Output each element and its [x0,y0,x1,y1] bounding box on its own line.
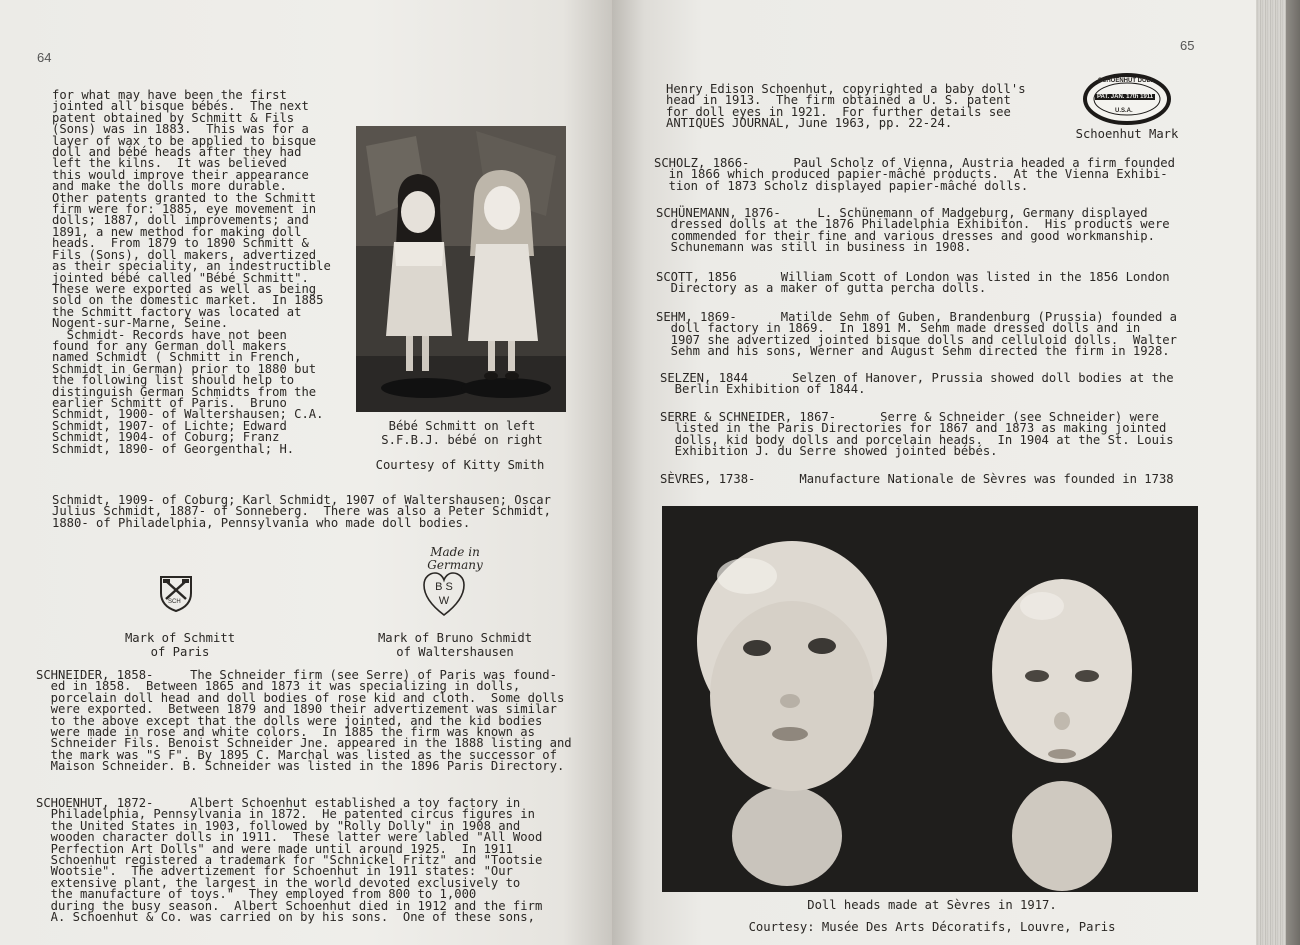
scholz-entry: SCHOLZ, 1866- Paul Scholz of Vienna, Austria headed a firm founded in 1866 which produced papier-mâché products. At the Vienna Exhibi- tion of 1873 Scholz displayed papier-mâché dolls. [654,156,1175,193]
page-number: 65 [1180,38,1195,53]
schneider-entry: SCHNEIDER, 1858- The Schneider firm (see Serre) of Paris was found- ed in 1858. Between 1865 and 1873 it was specializing in dolls, porcelain doll head and doll bodies of rose kid and cloth. Some dolls were exported. Between 1879 and 1890 their advertizement was similar to the above except that the dolls were jointed, and the kid bodies were made in rose and white colors. In 1885 the firm was known as Schneider Fils. Benoist Schneider Jne. appeared in the 1888 listing and the mark was "S F". By 1895 C. Marchal was listed as the successor of Maison Schneider. B. Schneider was listed in the 1896 Paris Directory. [36,668,572,774]
sevres-photo-caption: Doll heads made at Sèvres in 1917. [807,898,1057,912]
doll-heads-image [662,506,1198,892]
page-number: 64 [37,50,52,65]
bruno-mark-caption: Mark of Bruno Schmidt of Waltershausen [377,631,533,659]
schoenhut-mark-top-text: SCHOENHUT DOLL [1098,78,1154,84]
shield-crossed-hammers-icon [156,573,196,613]
schoenhut-mark-logo [1082,72,1172,126]
left-page [0,0,612,945]
schoenhut-continued: Henry Edison Schoenhut, copyrighted a baby doll's head in 1913. The firm obtained a U. S. patent for doll eyes in 1921. For further details see ANTIQUES JOURNAL, June 1963, pp. 22-24. [666,82,1026,131]
serre-schneider-entry: SERRE & SCHNEIDER, 1867- Serre & Schneider (see Schneider) were listed in the Paris Directories for 1867 and 1873 as making jointed dolls, kid body dolls and porcelain heads. In 1904 at the St. Louis Exhibition J. du Serre showed jointed bébés. [660,410,1174,459]
sevres-doll-heads-photo [662,506,1198,892]
doll-photo-courtesy: Courtesy of Kitty Smith [375,458,545,472]
selzen-entry: SELZEN, 1844 Selzen of Hanover, Prussia showed doll bodies at the Berlin Exhibition of 1844. [660,371,1174,397]
schoenhut-mark-patent: PAT. JAN. 17th 1911 [1097,94,1154,100]
schmitt-text-column: for what may have been the first jointed all bisque bébés. The next patent obtained by Schmitt & Fils (Sons) was in 1883. This was for a layer of wax to be applied to bisque doll and bébé heads after they had left the kilns. It was believed this would improve their appearance and make the dolls more durable. Other patents granted to the Schmitt firm were for: 1885, eye movement in dolls; 1887, doll improvements; and 1891, a new method for making doll heads. From 1879 to 1890 Schmitt & Fils (Sons), doll makers, advertized as their speciality, an indestructible jointed bébé called "Bébé Schmitt". These were exported as well as being sold on the domestic market. In 1885 the Schmitt factory was located at Nogent-sur-Marne, Seine. Schmidt- Records have not been found for any German doll makers named Schmidt ( Schmitt in French, Schmidt in German) prior to 1880 but the following list should help to distinguish German Schmidts from the earlier Schmitt of Paris. Bruno Schmidt, 1900- of Waltershausen; C.A. Schmidt, 1907- of Lichte; Edward Schmidt, 1904- of Coburg; Franz Schmidt, 1890- of Georgenthal; H. [52,88,331,456]
sevres-entry: SÈVRES, 1738- Manufacture Nationale de Sèvres was founded in 1738 [660,472,1174,486]
schunemann-entry: SCHÜNEMANN, 1876- L. Schünemann of Madgeburg, Germany displayed dressed dolls at the 1876 Philadelphia Exhibiton. His products were commended for their fine and various dresses and good workmanship. Schunemann was still in business in 1908. [656,206,1170,255]
schmitt-mark-letters: SCH [168,599,181,605]
scott-entry: SCOTT, 1856 William Scott of London was listed in the 1856 London Directory as a maker of gutta percha dolls. [656,270,1170,296]
sehm-entry: SEHM, 1869- Matilde Sehm of Guben, Brandenburg (Prussia) founded a doll factory in 1869. In 1891 M. Sehm made dressed dolls and in 1907 she advertized jointed bisque dolls and celluloid dolls. Walter Sehm and his sons, Werner and August Sehm directed the firm in 1928. [656,310,1177,359]
schmitt-mark-caption: Mark of Schmitt of Paris [124,631,236,659]
schoenhut-mark-caption: Schoenhut Mark [1075,127,1179,141]
book-page-edges [1256,0,1300,945]
doll-photo-caption: Bébé Schmitt on left S.F.B.J. bébé on right [381,419,543,447]
sevres-photo-courtesy: Courtesy: Musée Des Arts Décoratifs, Louvre, Paris [748,920,1116,934]
schmidt-list-text: Schmidt, 1909- of Coburg; Karl Schmidt, 1907 of Waltershausen; Oscar Julius Schmidt, 1887- of Sonneberg. There was also a Peter Schmidt, 1880- of Philadelphia, Pennsylvania who made doll bodies. [52,493,551,530]
bruno-mark-letters: B S W [435,581,453,607]
schoenhut-entry: SCHOENHUT, 1872- Albert Schoenhut established a toy factory in Philadelphia, Pennsylvania in 1872. He patented circus figures in the United States in 1903, followed by "Rolly Dolly" in 1908 and wooden character dolls in 1911. These latter were labled "All Wood Perfection Art Dolls" and were made until around 1925. In 1911 Schoenhut registered a trademark for "Schnickel Fritz" and "Tootsie Wootsie". The advertizement for Schoenhut in 1911 states: "Our extensive plant, the largest in the world devoted exclusively to the manufacture of toys." They employed from 800 to 1,000 during the busy season. Albert Schoenhut died in 1912 and the firm A. Schoenhut & Co. was carried on by his sons. One of these sons, [36,796,543,925]
right-page [612,0,1258,945]
bruno-mark-handwriting: Made in Germany [427,545,483,572]
doll-photo-image [356,126,566,412]
bruno-mark-heart [422,571,466,617]
schoenhut-mark-country: U.S.A. [1115,108,1133,114]
doll-photo-bebe-schmitt [356,126,566,412]
schmitt-mark-logo [156,573,196,613]
